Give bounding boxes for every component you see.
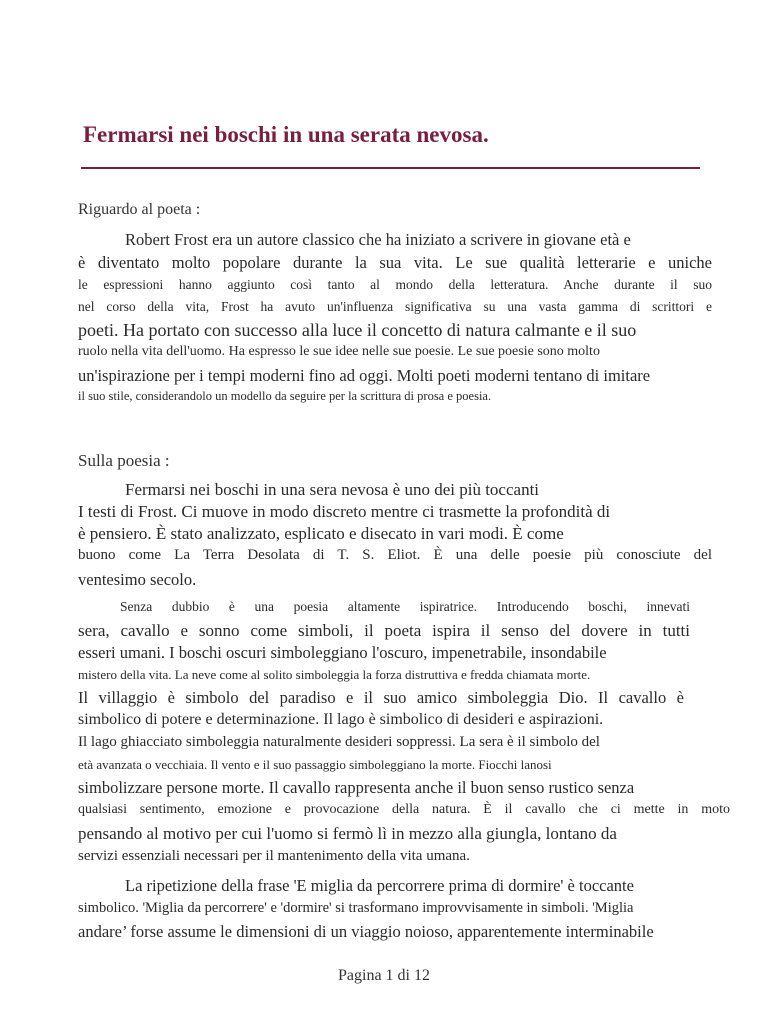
text-line: andare’ forse assume le dimensioni di un viaggio noioso, apparentemente interminabile — [78, 922, 654, 941]
text-line: buono come La Terra Desolata di T. S. Eliot. È una delle poesie più conosciute del — [78, 547, 712, 563]
section-heading-poem: Sulla poesia : — [78, 451, 170, 470]
text-line: Il villaggio è simbolo del paradiso e il suo amico simboleggia Dio. Il cavallo è — [78, 688, 684, 707]
text-line: nel corso della vita, Frost ha avuto un'influenza significativa su una vasta gamma di scrittori e — [78, 299, 712, 314]
text-line: Il lago ghiacciato simboleggia naturalmente desideri soppressi. La sera è il simbolo del — [78, 734, 600, 750]
text-line: Senza dubbio è una poesia altamente ispiratrice. Introducendo boschi, innevati — [120, 599, 690, 614]
text-line: I testi di Frost. Ci muove in modo discreto mentre ci trasmette la profondità di — [78, 502, 611, 521]
page-title: Fermarsi nei boschi in una serata nevosa. — [83, 122, 489, 147]
text-line: La ripetizione della frase 'E miglia da percorrere prima di dormire' è toccante — [125, 876, 634, 895]
text-line: simbolico. 'Miglia da percorrere' e 'dormire' si trasformano improvvisamente in simboli. 'Miglia — [78, 900, 634, 916]
text-line: ventesimo secolo. — [78, 570, 197, 589]
title-underline — [81, 167, 700, 169]
text-line: le espressioni hanno aggiunto così tanto al mondo della letteratura. Anche durante il suo — [78, 277, 712, 292]
text-line: simbolizzare persone morte. Il cavallo rappresenta anche il buon senso rustico senza — [78, 778, 635, 797]
text-line: servizi essenziali necessari per il mantenimento della vita umana. — [78, 848, 470, 864]
text-line: è pensiero. È stato analizzato, esplicato e disecato in vari modi. È come — [78, 524, 564, 543]
text-line: esseri umani. I boschi oscuri simboleggiano l'oscuro, impenetrabile, insondabile — [78, 643, 607, 662]
text-line: qualsiasi sentimento, emozione e provocazione della natura. È il cavallo che ci mette in moto — [78, 802, 730, 817]
text-line: pensando al motivo per cui l'uomo si fermò lì in mezzo alla giungla, lontano da — [78, 824, 617, 843]
text-line: età avanzata o vecchiaia. Il vento e il suo passaggio simboleggiano la morte. Fiocchi lanosi — [78, 757, 552, 772]
text-line: mistero della vita. La neve come al solito simboleggia la forza distruttiva e fredda chiamata morte. — [78, 667, 591, 682]
section-heading-poet: Riguardo al poeta : — [78, 201, 201, 218]
text-line: sera, cavallo e sonno come simboli, il poeta ispira il senso del dovere in tutti — [78, 621, 690, 640]
text-line: ruolo nella vita dell'uomo. Ha espresso le sue idee nelle sue poesie. Le sue poesie sono molto — [78, 344, 600, 359]
text-line: Robert Frost era un autore classico che ha iniziato a scrivere in giovane età e — [125, 230, 631, 249]
text-line: un'ispirazione per i tempi moderni fino ad oggi. Molti poeti moderni tentano di imitare — [78, 366, 651, 385]
text-line: simbolico di potere e determinazione. Il lago è simbolico di desideri e aspirazioni. — [78, 711, 604, 728]
page-number: Pagina 1 di 12 — [338, 967, 430, 984]
text-line: poeti. Ha portato con successo alla luce il concetto di natura calmante e il suo — [78, 320, 637, 340]
text-line: il suo stile, considerandolo un modello da seguire per la scrittura di prosa e poesia. — [78, 389, 492, 403]
text-line: Fermarsi nei boschi in una sera nevosa è uno dei più toccanti — [125, 480, 540, 499]
text-line: è diventato molto popolare durante la sua vita. Le sue qualità letterarie e uniche — [78, 253, 712, 272]
